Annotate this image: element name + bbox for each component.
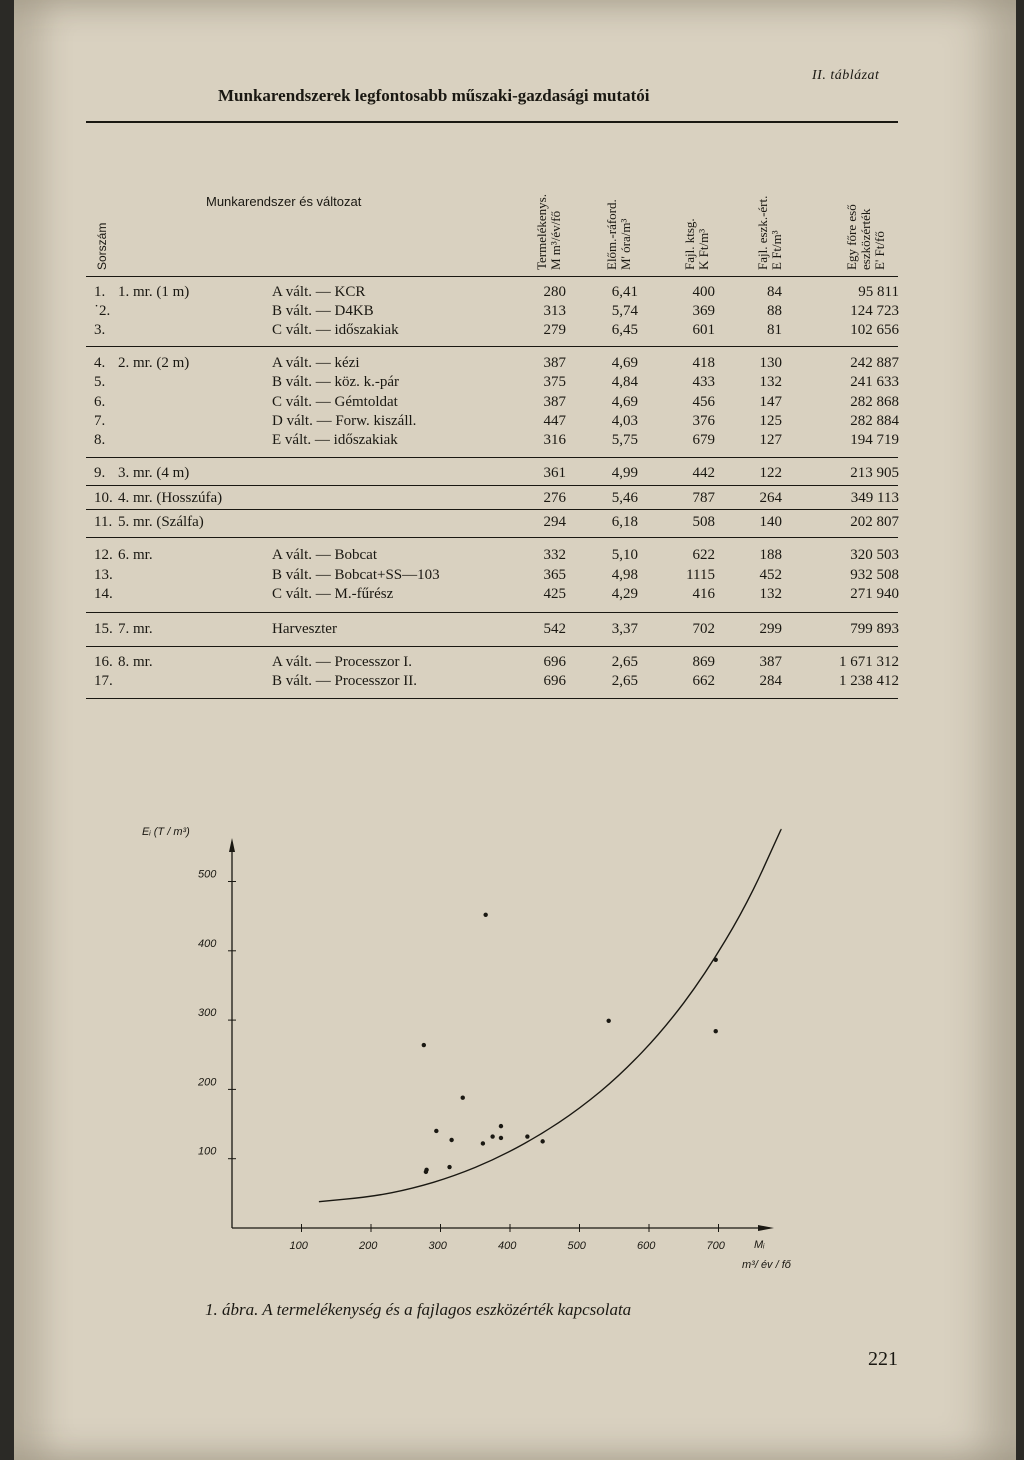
table-cell-row-number: 9. bbox=[94, 465, 106, 481]
table-cell-work-system: 7. mr. bbox=[118, 621, 153, 637]
table-cell-preparation-input: 5,75 bbox=[611, 432, 638, 448]
table-cell-variant: C vált. — M.-fűrész bbox=[272, 586, 394, 602]
table-cell-specific-cost: 369 bbox=[692, 303, 715, 319]
table-cell-preparation-input: 5,10 bbox=[611, 547, 638, 563]
table-cell-work-system: 4. mr. (Hosszúfa) bbox=[118, 490, 223, 506]
table-cell-specific-cost: 601 bbox=[692, 322, 715, 338]
table-cell-specific-asset-value: 188 bbox=[759, 547, 782, 563]
table-cell-specific-cost: 376 bbox=[692, 413, 715, 429]
data-point bbox=[606, 1019, 610, 1023]
table-cell-preparation-input: 2,65 bbox=[611, 673, 638, 689]
data-point bbox=[714, 958, 718, 962]
table-cell-asset-value-per-person: 213 905 bbox=[850, 465, 899, 481]
table-cell-specific-cost: 433 bbox=[692, 374, 715, 390]
table-cell-specific-asset-value: 284 bbox=[759, 673, 782, 689]
y-tick-label: 100 bbox=[198, 1145, 217, 1158]
table-cell-preparation-input: 4,99 bbox=[611, 465, 638, 481]
table-cell-preparation-input: 4,03 bbox=[611, 413, 638, 429]
data-point bbox=[422, 1043, 426, 1047]
table-cell-variant: B vált. — D4KB bbox=[272, 303, 374, 319]
header-termelekenyseg: Termelékenys. M m³/év/fő bbox=[534, 194, 563, 270]
table-cell-productivity: 387 bbox=[543, 355, 566, 371]
table-label: II. táblázat bbox=[812, 68, 880, 83]
header-egy-fore-eso-eszkozertek: Egy főre eső eszközérték E' Ft/fő bbox=[844, 204, 887, 270]
table-cell-specific-cost: 662 bbox=[692, 673, 715, 689]
table-cell-specific-cost: 869 bbox=[692, 654, 715, 670]
table-cell-productivity: 387 bbox=[543, 394, 566, 410]
table-cell-preparation-input: 4,98 bbox=[611, 567, 638, 583]
data-point bbox=[490, 1134, 494, 1138]
table-cell-variant: C vált. — Gémtoldat bbox=[272, 394, 398, 410]
table-cell-asset-value-per-person: 242 887 bbox=[850, 355, 899, 371]
table-cell-work-system: 3. mr. (4 m) bbox=[118, 465, 190, 481]
table-cell-specific-asset-value: 130 bbox=[759, 355, 782, 371]
table-cell-productivity: 294 bbox=[543, 514, 566, 530]
table-cell-productivity: 361 bbox=[543, 465, 566, 481]
table-cell-preparation-input: 6,45 bbox=[611, 322, 638, 338]
table-cell-specific-asset-value: 387 bbox=[759, 654, 782, 670]
table-cell-work-system: 6. mr. bbox=[118, 547, 153, 563]
table-cell-preparation-input: 4,84 bbox=[611, 374, 638, 390]
y-tick-label: 300 bbox=[198, 1007, 217, 1020]
data-point bbox=[525, 1134, 529, 1138]
y-axis-arrow bbox=[229, 838, 235, 852]
y-tick-label: 200 bbox=[198, 1076, 217, 1089]
table-cell-asset-value-per-person: 932 508 bbox=[850, 567, 899, 583]
table-cell-productivity: 316 bbox=[543, 432, 566, 448]
table-cell-asset-value-per-person: 271 940 bbox=[850, 586, 899, 602]
table-cell-variant: B vált. — Processzor II. bbox=[272, 673, 417, 689]
data-point bbox=[449, 1138, 453, 1142]
table-cell-variant: B vált. — Bobcat+SS—103 bbox=[272, 567, 440, 583]
table-cell-productivity: 332 bbox=[543, 547, 566, 563]
data-point bbox=[483, 913, 487, 917]
header-sorszam: Sorszám bbox=[95, 222, 109, 270]
table-cell-asset-value-per-person: 1 238 412 bbox=[839, 673, 899, 689]
table-cell-asset-value-per-person: 349 113 bbox=[850, 490, 899, 506]
table-cell-productivity: 447 bbox=[543, 413, 566, 429]
table-cell-row-number: 5. bbox=[94, 374, 106, 390]
x-tick-label: 600 bbox=[637, 1240, 656, 1252]
table-cell-specific-asset-value: 127 bbox=[759, 432, 782, 448]
table-cell-row-number: 13. bbox=[94, 567, 113, 583]
data-point bbox=[461, 1096, 465, 1100]
table-cell-specific-asset-value: 88 bbox=[767, 303, 782, 319]
x-tick-label: 500 bbox=[567, 1240, 586, 1252]
page-title: Munkarendszerek legfontosabb műszaki-gazdasági mutatói bbox=[218, 86, 650, 105]
x-tick-label: 700 bbox=[706, 1240, 725, 1252]
table-cell-specific-cost: 416 bbox=[692, 586, 715, 602]
table-cell-specific-cost: 787 bbox=[692, 490, 715, 506]
x-tick-label: 300 bbox=[428, 1240, 447, 1252]
table-cell-row-number: 12. bbox=[94, 547, 113, 563]
table-cell-productivity: 542 bbox=[543, 621, 566, 637]
table-cell-asset-value-per-person: 194 719 bbox=[850, 432, 899, 448]
table-cell-variant: Harveszter bbox=[272, 621, 337, 637]
trend-curve bbox=[319, 829, 781, 1201]
data-point bbox=[424, 1170, 428, 1174]
table-cell-variant: A vált. — Processzor I. bbox=[272, 654, 412, 670]
table-cell-specific-asset-value: 132 bbox=[759, 374, 782, 390]
table-cell-variant: A vált. — Bobcat bbox=[272, 547, 377, 563]
data-point bbox=[714, 1029, 718, 1033]
table-cell-row-number: 14. bbox=[94, 586, 113, 602]
table-cell-asset-value-per-person: 202 807 bbox=[850, 514, 899, 530]
table-cell-variant: A vált. — kézi bbox=[272, 355, 360, 371]
table-cell-productivity: 276 bbox=[543, 490, 566, 506]
table-cell-row-number: 4. bbox=[94, 355, 106, 371]
table-cell-asset-value-per-person: 320 503 bbox=[850, 547, 899, 563]
table-cell-row-number: 16. bbox=[94, 654, 113, 670]
table-cell-preparation-input: 4,29 bbox=[611, 586, 638, 602]
table-cell-row-number: 7. bbox=[94, 413, 106, 429]
table-cell-work-system: 2. mr. (2 m) bbox=[118, 355, 190, 371]
table-cell-specific-cost: 622 bbox=[692, 547, 715, 563]
table-cell-work-system: 5. mr. (Szálfa) bbox=[118, 514, 204, 530]
table-cell-productivity: 280 bbox=[543, 284, 566, 300]
table-cell-asset-value-per-person: 241 633 bbox=[850, 374, 899, 390]
table-cell-specific-cost: 679 bbox=[692, 432, 715, 448]
table-cell-asset-value-per-person: 124 723 bbox=[850, 303, 899, 319]
table-cell-preparation-input: 5,46 bbox=[611, 490, 638, 506]
table-cell-preparation-input: 5,74 bbox=[611, 303, 638, 319]
table-cell-productivity: 696 bbox=[543, 654, 566, 670]
table-cell-specific-asset-value: 140 bbox=[759, 514, 782, 530]
page-number: 221 bbox=[868, 1348, 898, 1370]
x-tick-label: 200 bbox=[359, 1240, 378, 1252]
table-cell-preparation-input: 4,69 bbox=[611, 355, 638, 371]
table-cell-row-number: 3. bbox=[94, 322, 106, 338]
table-cell-row-number: 8. bbox=[94, 432, 106, 448]
table-cell-row-number: ˙2. bbox=[94, 303, 111, 319]
header-elomunka-raforditas: Előm.-ráford. M' óra/m³ bbox=[604, 199, 633, 270]
table-cell-specific-asset-value: 84 bbox=[767, 284, 782, 300]
table-cell-asset-value-per-person: 95 811 bbox=[858, 284, 899, 300]
table-cell-variant: B vált. — köz. k.-pár bbox=[272, 374, 400, 390]
table-cell-productivity: 279 bbox=[543, 322, 566, 338]
table-cell-specific-asset-value: 125 bbox=[759, 413, 782, 429]
table-cell-asset-value-per-person: 102 656 bbox=[850, 322, 899, 338]
table-cell-specific-asset-value: 81 bbox=[767, 322, 782, 338]
data-point bbox=[481, 1141, 485, 1145]
table-cell-specific-asset-value: 132 bbox=[759, 586, 782, 602]
y-axis-label: Eᵢ (T / m³) bbox=[142, 826, 190, 838]
table-cell-variant: A vált. — KCR bbox=[272, 284, 366, 300]
header-munkarendszer: Munkarendszer és változat bbox=[206, 194, 362, 209]
table-cell-variant: E vált. — időszakiak bbox=[272, 432, 398, 448]
table-cell-specific-cost: 418 bbox=[692, 355, 715, 371]
table-cell-work-system: 8. mr. bbox=[118, 654, 153, 670]
table-cell-specific-cost: 1115 bbox=[686, 567, 715, 583]
table-cell-specific-asset-value: 264 bbox=[759, 490, 782, 506]
data-point bbox=[540, 1139, 544, 1143]
table-cell-asset-value-per-person: 282 884 bbox=[850, 413, 899, 429]
header-fajlagos-eszkozertek: Fajl. eszk.-ért. E Ft/m³ bbox=[755, 195, 784, 270]
table-cell-row-number: 10. bbox=[94, 490, 113, 506]
table-cell-productivity: 696 bbox=[543, 673, 566, 689]
table-cell-productivity: 365 bbox=[543, 567, 566, 583]
y-tick-label: 400 bbox=[198, 937, 217, 950]
table-cell-productivity: 313 bbox=[543, 303, 566, 319]
table-cell-row-number: 15. bbox=[94, 621, 113, 637]
table-cell-specific-asset-value: 122 bbox=[759, 465, 782, 481]
table-cell-specific-cost: 508 bbox=[692, 514, 715, 530]
table-cell-productivity: 425 bbox=[543, 586, 566, 602]
table-cell-row-number: 17. bbox=[94, 673, 113, 689]
table-cell-specific-cost: 456 bbox=[692, 394, 715, 410]
figure-caption: 1. ábra. A termelékenység és a fajlagos eszközérték kapcsolata bbox=[205, 1300, 632, 1319]
table-cell-preparation-input: 6,18 bbox=[611, 514, 638, 530]
table-cell-preparation-input: 4,69 bbox=[611, 394, 638, 410]
table-cell-specific-asset-value: 147 bbox=[759, 394, 782, 410]
x-axis-label: Mᵢ bbox=[754, 1239, 765, 1251]
table-cell-preparation-input: 6,41 bbox=[611, 284, 638, 300]
data-point bbox=[434, 1129, 438, 1133]
table-cell-preparation-input: 2,65 bbox=[611, 654, 638, 670]
table-cell-asset-value-per-person: 799 893 bbox=[850, 621, 899, 637]
table-cell-asset-value-per-person: 1 671 312 bbox=[839, 654, 899, 670]
table-cell-variant: D vált. — Forw. kiszáll. bbox=[272, 413, 417, 429]
header-fajlagos-koltseg: Fajl. ktsg. K Ft/m³ bbox=[682, 218, 711, 270]
x-tick-label: 100 bbox=[289, 1240, 308, 1252]
table-cell-variant: C vált. — időszakiak bbox=[272, 322, 399, 338]
table-cell-specific-asset-value: 452 bbox=[759, 567, 782, 583]
table-cell-specific-asset-value: 299 bbox=[759, 621, 782, 637]
table-cell-row-number: 11. bbox=[94, 514, 113, 530]
x-axis-arrow bbox=[758, 1225, 774, 1231]
table-cell-work-system: 1. mr. (1 m) bbox=[118, 284, 190, 300]
table-cell-asset-value-per-person: 282 868 bbox=[850, 394, 899, 410]
table-cell-specific-cost: 442 bbox=[692, 465, 715, 481]
table-cell-row-number: 6. bbox=[94, 394, 106, 410]
x-axis-unit: m³/ év / fő bbox=[742, 1259, 791, 1271]
table-cell-productivity: 375 bbox=[543, 374, 566, 390]
table-cell-specific-cost: 702 bbox=[692, 621, 715, 637]
table-cell-specific-cost: 400 bbox=[692, 284, 715, 300]
data-point bbox=[499, 1136, 503, 1140]
y-tick-label: 500 bbox=[198, 868, 217, 881]
data-point bbox=[499, 1124, 503, 1128]
table-cell-preparation-input: 3,37 bbox=[611, 621, 638, 637]
data-point bbox=[447, 1165, 451, 1169]
table-cell-row-number: 1. bbox=[94, 284, 106, 300]
x-tick-label: 400 bbox=[498, 1240, 517, 1252]
